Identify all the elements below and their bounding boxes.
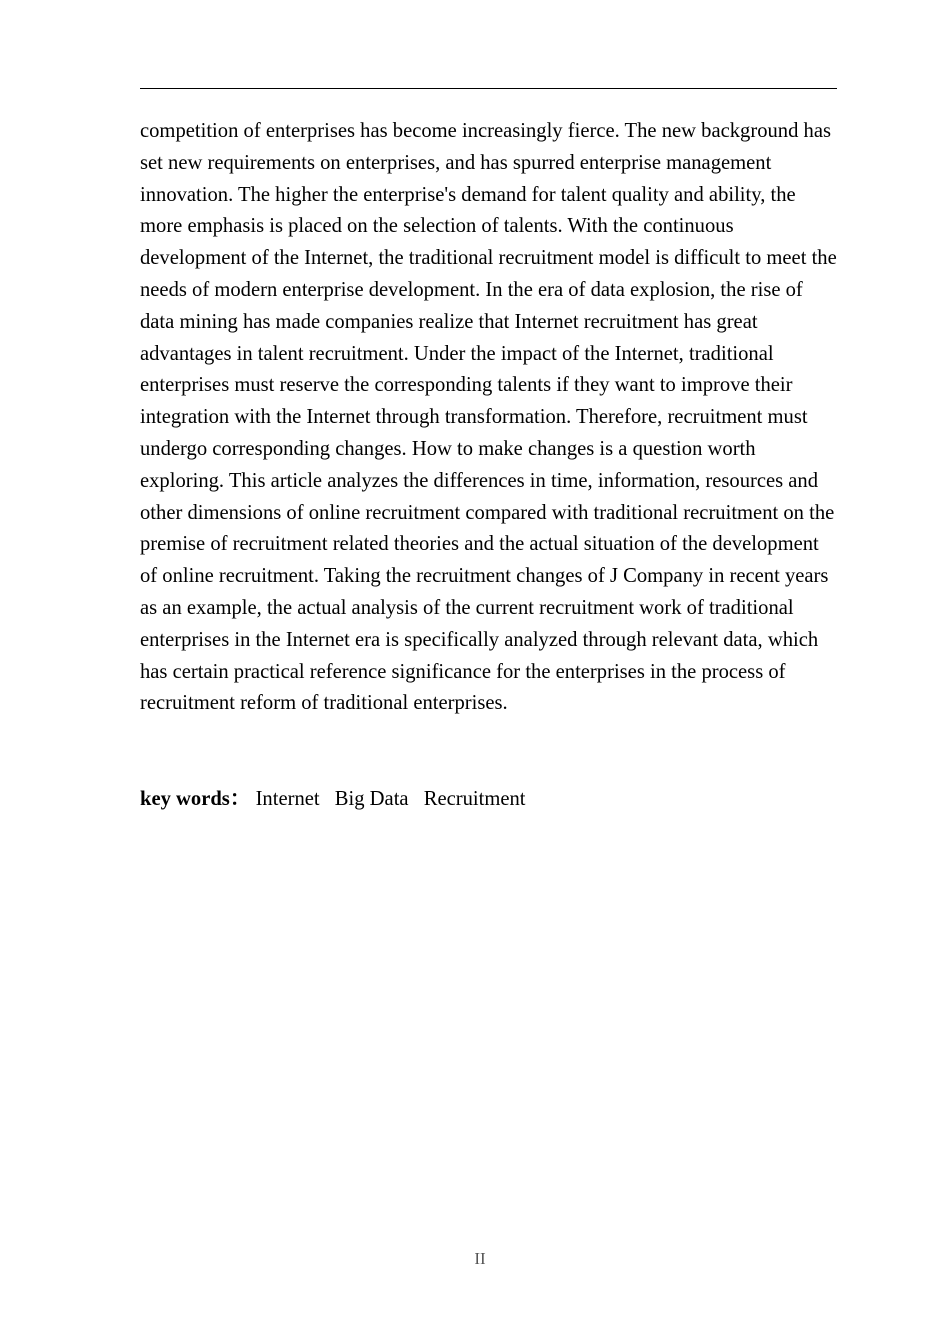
keyword-item: Big Data xyxy=(334,788,409,810)
keywords-label: key words： xyxy=(140,788,251,810)
page-number: II xyxy=(474,1249,486,1268)
header-rule xyxy=(140,88,837,89)
abstract-body: competition of enterprises has become increasingly fierce. The new background has set new requirements on enterprises, and has spurred enterprise management innovation. The higher the enterprise's demand for talent quality and ability, the more emphasis is placed on the selection of talents. With the continuous development of the Internet, the traditional recruitment model is difficult to meet the needs of modern enterprise development. In the era of data explosion, the rise of data mining has made companies realize that Internet recruitment has great advantages in talent recruitment. Under the impact of the Internet, traditional enterprises must reserve the corresponding talents if they want to improve their integration with the Internet through transformation. Therefore, recruitment must undergo corresponding changes. How to make changes is a question worth exploring. This article analyzes the differences in time, information, resources and other dimensions of online recruitment compared with traditional recruitment on the premise of recruitment related theories and the actual situation of the development of online recruitment. Taking the recruitment changes of J Company in recent years as an example, the actual analysis of the current recruitment work of traditional enterprises in the Internet era is specifically analyzed through relevant data, which has certain practical reference significance for the enterprises in the process of recruitment reform of traditional enterprises. xyxy=(140,120,837,715)
keyword-item: Recruitment xyxy=(423,788,526,810)
keyword-item: Internet xyxy=(255,788,320,810)
keywords-line xyxy=(140,784,837,816)
